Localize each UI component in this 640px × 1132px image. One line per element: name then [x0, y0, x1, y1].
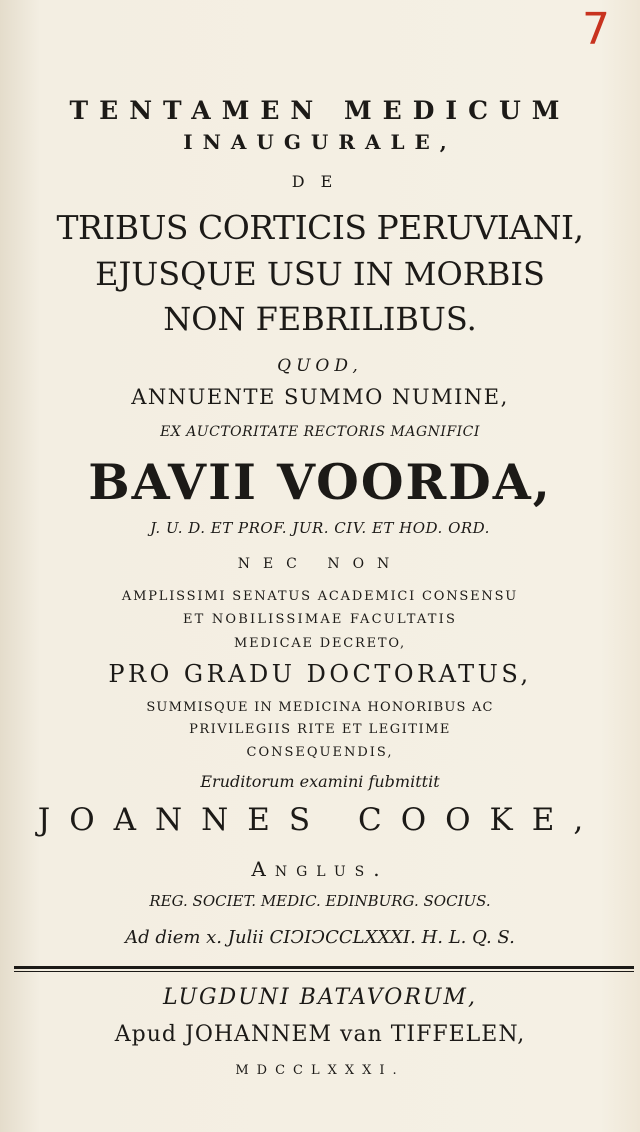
nec-non-line: NEC NON	[237, 556, 403, 572]
title-line-2: INAUGURALE,	[183, 130, 457, 154]
eruditorum-line: Eruditorum examini fubmittit	[200, 772, 440, 791]
page-number: 7	[582, 4, 610, 55]
pro-gradu-line: PRO GRADU DOCTORATUS,	[108, 660, 532, 688]
society-line: REG. SOCIET. MEDIC. EDINBURG. SOCIUS.	[149, 892, 491, 910]
de-line: DE	[291, 172, 349, 191]
rector-name: BAVII VOORDA,	[88, 453, 552, 511]
title-line-1: TENTAMEN MEDICUM	[69, 96, 571, 125]
subject-line-1: TRIBUS CORTICIS PERUVIANI,	[56, 208, 584, 247]
ex-auctoritate-line: EX AUCTORITATE RECTORIS MAGNIFICI	[160, 424, 480, 440]
divider-rule	[14, 966, 634, 969]
divider-rule-thin	[14, 971, 634, 972]
facultatis-line: ET NOBILISSIMAE FACULTATIS	[182, 612, 458, 627]
privilegiis-line: PRIVILEGIIS RITE ET LEGITIME	[189, 722, 451, 737]
annuente-line: ANNUENTE SUMMO NUMINE,	[131, 385, 509, 409]
quod-line: QUOD,	[277, 356, 363, 376]
decreto-line: MEDICAE DECRETO,	[234, 636, 406, 651]
rector-titles: J. U. D. ET PROF. JUR. CIV. ET HOD. ORD.	[150, 519, 490, 537]
subject-line-2: EJUSQUE USU IN MORBIS	[95, 255, 545, 293]
subject-line-3: NON FEBRILIBUS.	[163, 300, 477, 338]
senatus-line: AMPLISSIMI SENATUS ACADEMICI CONSENSU	[121, 589, 519, 604]
honoribus-line: SUMMISQUE IN MEDICINA HONORIBUS AC	[146, 700, 494, 715]
author-name: JOANNES COOKE,	[37, 802, 603, 838]
printer-line: Apud JOHANNEM van TIFFELEN,	[114, 1022, 526, 1047]
date-line: Ad diem x. Julii CIↃIↃCCLXXXI. H. L. Q. S.	[125, 927, 515, 948]
year-line: MDCCLXXXI.	[235, 1063, 405, 1078]
place-line: LUGDUNI BATAVORUM,	[163, 985, 477, 1010]
consequendis-line: CONSEQUENDIS,	[246, 745, 394, 760]
anglus-line: Anglus.	[251, 857, 389, 881]
